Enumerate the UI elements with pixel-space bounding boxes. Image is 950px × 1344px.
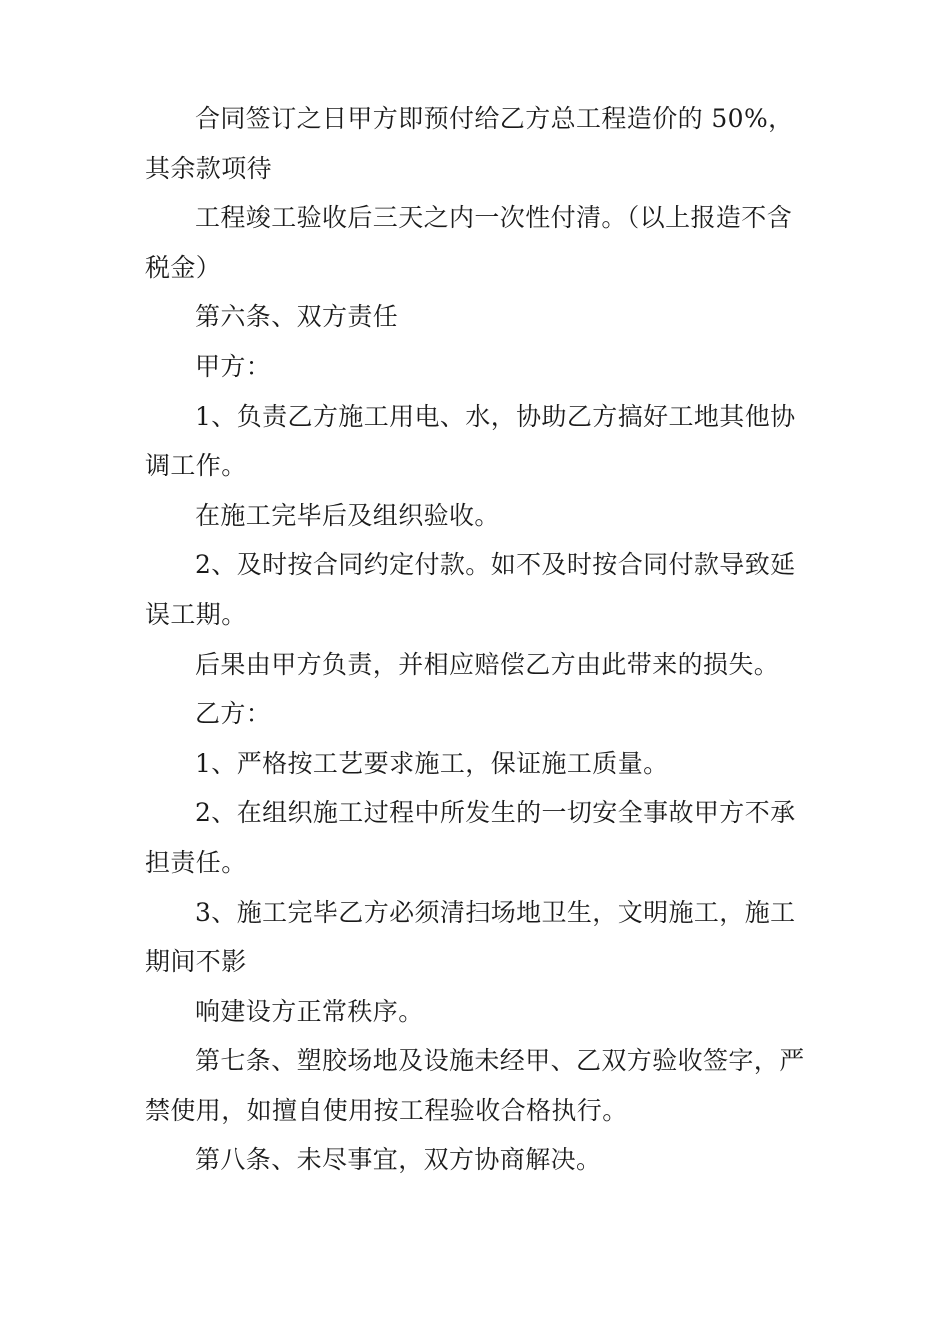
party-b-item-3: 3、施工完毕乙方必须清扫场地卫生，文明施工，施工期间不影 (145, 897, 796, 977)
party-a-heading: 甲方： (195, 351, 272, 381)
article-6-heading: 第六条、双方责任 (195, 302, 399, 332)
party-b-heading: 乙方： (195, 699, 272, 729)
document-body (145, 94, 810, 1185)
paragraph-payment-completion: 工程竣工验收后三天之内一次性付清。（以上报造不含税金） (145, 203, 793, 282)
party-a-item-2-cont: 后果由甲方负责，并相应赔偿乙方由此带来的损失。 (195, 649, 780, 679)
party-a-item-1-cont: 在施工完毕后及组织验收。 (195, 500, 500, 530)
article-7: 第七条、塑胶场地及设施未经甲、乙双方验收签字，严禁使用，如擅自使用按工程验收合格执行。 (145, 1046, 805, 1125)
party-b-item-3-cont: 响建设方正常秩序。 (195, 996, 424, 1026)
party-b-item-1: 1、严格按工艺要求施工，保证施工质量。 (195, 748, 669, 778)
party-b-item-2: 2、在组织施工过程中所发生的一切安全事故甲方不承担责任。 (145, 798, 796, 877)
party-a-item-1: 1、负责乙方施工用电、水，协助乙方搞好工地其他协调工作。 (145, 401, 796, 481)
article-8: 第八条、未尽事宜，双方协商解决。 (195, 1145, 602, 1175)
paragraph-payment-terms: 合同签订之日甲方即预付给乙方总工程造价的 50%，其余款项待 (145, 104, 794, 183)
party-a-item-2: 2、及时按合同约定付款。如不及时按合同付款导致延误工期。 (145, 550, 796, 629)
